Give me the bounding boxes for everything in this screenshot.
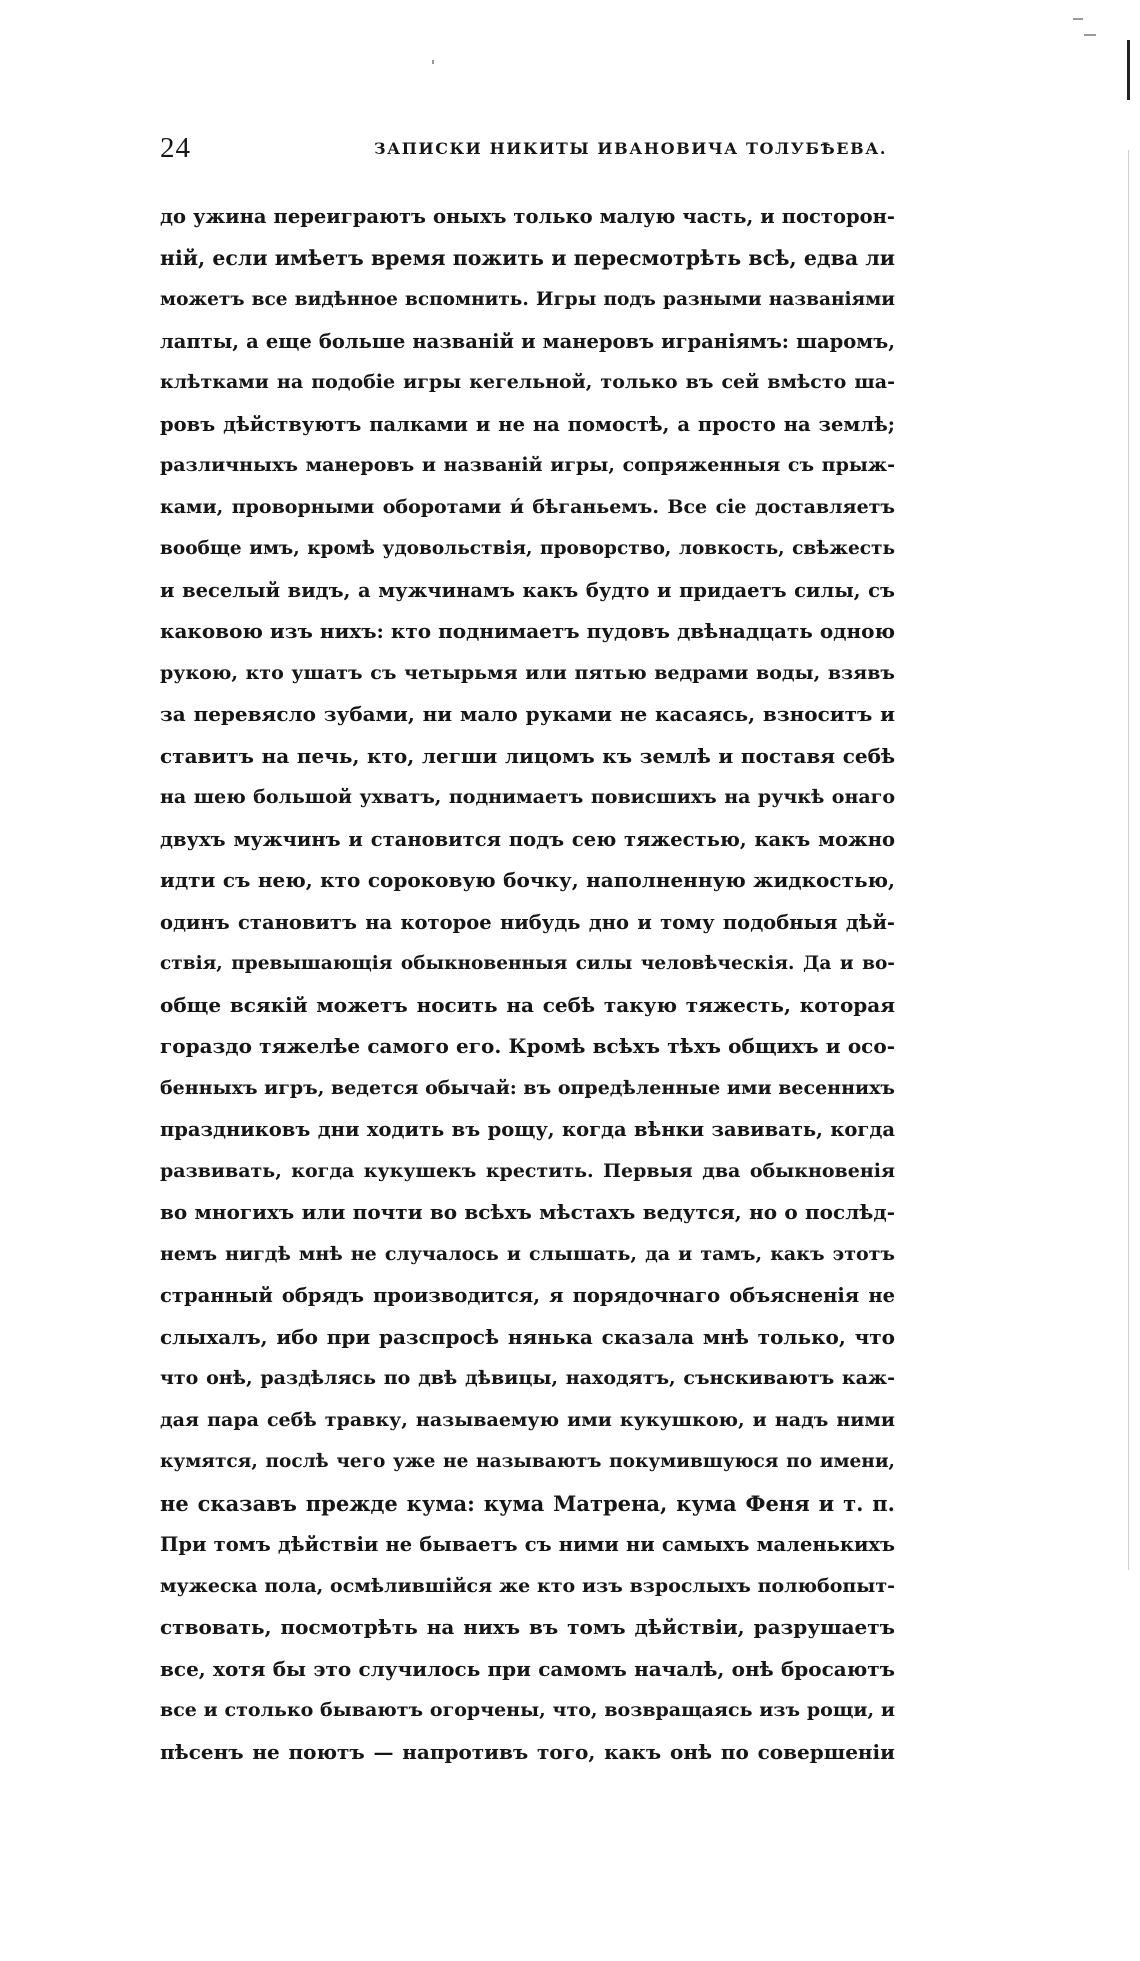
text-line: немъ нигдѣ мнѣ не случалось и слышать, да и тамъ, какъ этотъ: [160, 1242, 895, 1265]
text-line: до ужина переиграютъ оныхъ только малую часть, и посторон-: [160, 205, 895, 228]
text-line: все и столько бываютъ огорчены, что, возвращаясь изъ рощи, и: [160, 1699, 895, 1721]
text-line: обще всякій можетъ носить на себѣ такую тяжесть, которая: [160, 992, 895, 1017]
text-line: слыхалъ, ибо при разспросѣ нянька сказала мнѣ только, что: [160, 1324, 895, 1349]
text-line: и веселый видъ, а мужчинамъ какъ будто и придаетъ силы, съ: [160, 578, 895, 602]
text-line: пѣсенъ не поютъ — напротивъ того, какъ онѣ по совершеніи: [160, 1739, 895, 1764]
page-edge-mark: [1127, 40, 1130, 100]
text-line: бенныхъ игръ, ведется обычай: въ опредѣленные ими весеннихъ: [160, 1076, 895, 1099]
text-line: клѣтками на подобіе игры кегельной, только въ сей вмѣсто ша-: [160, 371, 895, 393]
text-line: развивать, когда кукушекъ крестить. Первыя два обыкновенія: [160, 1159, 895, 1182]
text-line: гораздо тяжелѣе самого его. Кромѣ всѣхъ тѣхъ общихъ и осо-: [160, 1034, 895, 1058]
text-line: вообще имъ, кромѣ удовольствія, проворство, ловкость, свѣжесть: [160, 538, 895, 559]
page-number: 24: [160, 132, 191, 164]
text-line: кумятся, послѣ чего уже не называютъ покумившуюся по имени,: [160, 1451, 895, 1472]
text-line: не сказавъ прежде кума: кума Матрена, кума Феня и т. п.: [160, 1490, 895, 1516]
text-line: ками, проворными оборотами и́ бѣганьемъ. Все сіе доставляетъ: [160, 495, 895, 518]
text-line: различныхъ манеровъ и названій игры, сопряженныя съ прыж-: [160, 454, 895, 476]
text-line: что онѣ, раздѣлясь по двѣ дѣвицы, находятъ, сънскиваютъ каж-: [160, 1367, 895, 1389]
text-line: ній, если имѣетъ время пожить и пересмотрѣть всѣ, едва ли: [160, 245, 895, 270]
text-line: При томъ дѣйствіи не бываетъ съ ними ни самыхъ маленькихъ: [160, 1533, 895, 1556]
text-line: ствовать, посмотрѣть на нихъ въ томъ дѣйствіи, разрушаетъ: [160, 1615, 895, 1639]
text-line: все, хотя бы это случилось при самомъ началѣ, онѣ бросаютъ: [160, 1656, 895, 1681]
page-edge-shadow: [1128, 150, 1129, 1570]
text-line: каковою изъ нихъ: кто поднимаетъ пудовъ двѣнадцать одною: [160, 619, 895, 643]
text-line: за перевясло зубами, ни мало руками не касаясь, взноситъ и: [160, 702, 895, 726]
text-line: рукою, кто ушатъ съ четырьмя или пятью ведрами воды, взявъ: [160, 661, 895, 684]
paper-speck: [1073, 18, 1083, 20]
text-line: лапты, а еще больше названій и манеровъ играніямъ: шаромъ,: [160, 329, 895, 353]
text-line: странный обрядъ производится, я порядочнаго объясненія не: [160, 1284, 895, 1307]
text-line: двухъ мужчинъ и становится подъ сею тяжестью, какъ можно: [160, 827, 895, 851]
text-line: мужеска пола, осмѣлившійся же кто изъ взрослыхъ полюбопыт-: [160, 1574, 895, 1597]
text-line: во многихъ или почти во всѣхъ мѣстахъ ведутся, но о послѣд-: [160, 1200, 895, 1224]
running-title: ЗАПИСКИ НИКИТЫ ИВАНОВИЧА ТОЛУБѢЕВА.: [374, 139, 888, 158]
text-line: идти съ нею, кто сороковую бочку, наполненную жидкостью,: [160, 868, 895, 892]
text-line: праздниковъ дни ходить въ рощу, когда вѣнки завивать, когда: [160, 1118, 895, 1141]
text-line: одинъ становитъ на которое нибудь дно и тому подобныя дѣй-: [160, 910, 895, 934]
running-head: [160, 128, 895, 168]
paper-speck: [1084, 34, 1096, 36]
text-line: дая пара себѣ травку, называемую ими кукушкою, и надъ ними: [160, 1408, 895, 1431]
text-line: ставитъ на печь, кто, легши лицомъ къ землѣ и поставя себѣ: [160, 743, 895, 768]
text-line: можетъ все видѣнное вспомнить. Игры подъ разными названіями: [160, 289, 895, 310]
text-line: на шею большой ухватъ, поднимаетъ повисшихъ на ручкѣ онаго: [160, 786, 895, 808]
text-line: ствія, превышающія обыкновенныя силы человѣческія. Да и во-: [160, 953, 895, 974]
body-text: [160, 196, 895, 1773]
paper-speck: [432, 60, 434, 64]
text-line: ровъ дѣйствуютъ палками и не на помостѣ, а просто на землѣ;: [160, 412, 895, 436]
